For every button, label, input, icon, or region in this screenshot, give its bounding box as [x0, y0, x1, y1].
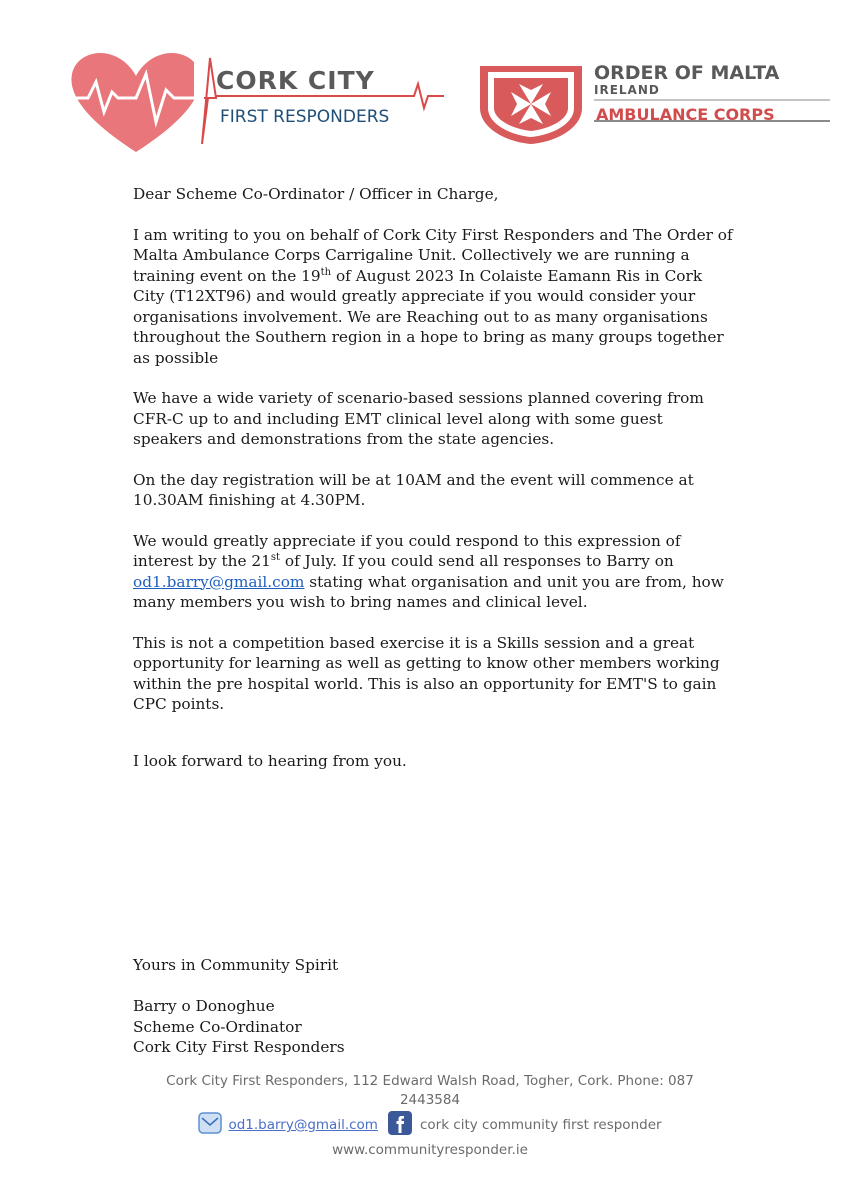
- cfr-logo-title: CORK CITY: [216, 66, 375, 95]
- oom-logo-subtitle: AMBULANCE CORPS: [596, 105, 775, 124]
- intro-text: I am writing to you on behalf of Cork City First Responders and The Order of Malta Ambulance Corps Carrigaline Unit. Collectively we are running a training event on the 19: [133, 225, 733, 285]
- response-text-end: stating what organisation and unit you are from, how many members you wish to bring names and clinical level.: [133, 572, 724, 611]
- paragraph-sessions: We have a wide variety of scenario-based sessions planned covering from CFR-C up to and including EMT clinical level along with some guest speakers and demonstrations from the state agencies.: [133, 389, 704, 448]
- signature-name: Barry o Donoghue: [133, 997, 275, 1015]
- footer-email-link[interactable]: od1.barry@gmail.com: [228, 1117, 378, 1133]
- paragraph-schedule: On the day registration will be at 10AM and the event will commence at 10.30AM finishing at 4.30PM.: [133, 470, 694, 509]
- oom-logo-title: ORDER OF MALTA: [594, 62, 780, 84]
- cfr-logo-subtitle: FIRST RESPONDERS: [220, 107, 390, 127]
- oom-logo-ireland: IRELAND: [594, 83, 660, 97]
- email-icon: [198, 1112, 222, 1138]
- cork-city-first-responders-logo: [66, 48, 446, 160]
- response-text: We would greatly appreciate if you could respond to this expression of interest by the 21: [133, 531, 681, 570]
- letter-body: [133, 184, 733, 735]
- footer-website[interactable]: www.communityresponder.ie: [332, 1142, 528, 1158]
- facebook-icon[interactable]: [388, 1111, 412, 1139]
- footer-contacts: [140, 1110, 720, 1140]
- email-link[interactable]: od1.barry@gmail.com: [133, 572, 305, 591]
- date-suffix: th: [320, 266, 332, 278]
- signature-role: Scheme Co-Ordinator: [133, 1017, 302, 1036]
- footer-address: Cork City First Responders, 112 Edward Walsh Road, Togher, Cork. Phone: 087 2443584: [166, 1073, 694, 1108]
- order-of-malta-logo: [476, 62, 832, 146]
- signoff: Yours in Community Spirit: [133, 956, 339, 974]
- paragraph-intro: [133, 225, 733, 369]
- signature-block: [133, 996, 345, 1058]
- response-date-suffix: st: [270, 551, 281, 563]
- heart-icon: [71, 53, 200, 152]
- paragraph-response: [133, 531, 733, 613]
- facebook-page-name: cork city community first responder: [419, 1117, 662, 1133]
- intro-text-continued: of August 2023 In Colaiste Eamann Ris in Cork City (T12XT96) and would greatly appreciate if you would consider your organisations involvement. We are Reaching out to as many organisations throughout the Southern region in a hope to bring as many groups together as possible: [133, 266, 724, 367]
- response-text-mid: of July. If you could send all responses to Barry on: [280, 552, 674, 570]
- salutation: Dear Scheme Co-Ordinator / Officer in Charge,: [133, 185, 499, 203]
- paragraph-purpose: This is not a competition based exercise it is a Skills session and a great opportunity for learning as well as getting to know other members working within the pre hospital world. This is also an opportunity for EMT'S to gain CPC points.: [133, 633, 720, 713]
- signature-org: Cork City First Responders: [133, 1038, 345, 1056]
- closing-line: I look forward to hearing from you.: [133, 752, 407, 770]
